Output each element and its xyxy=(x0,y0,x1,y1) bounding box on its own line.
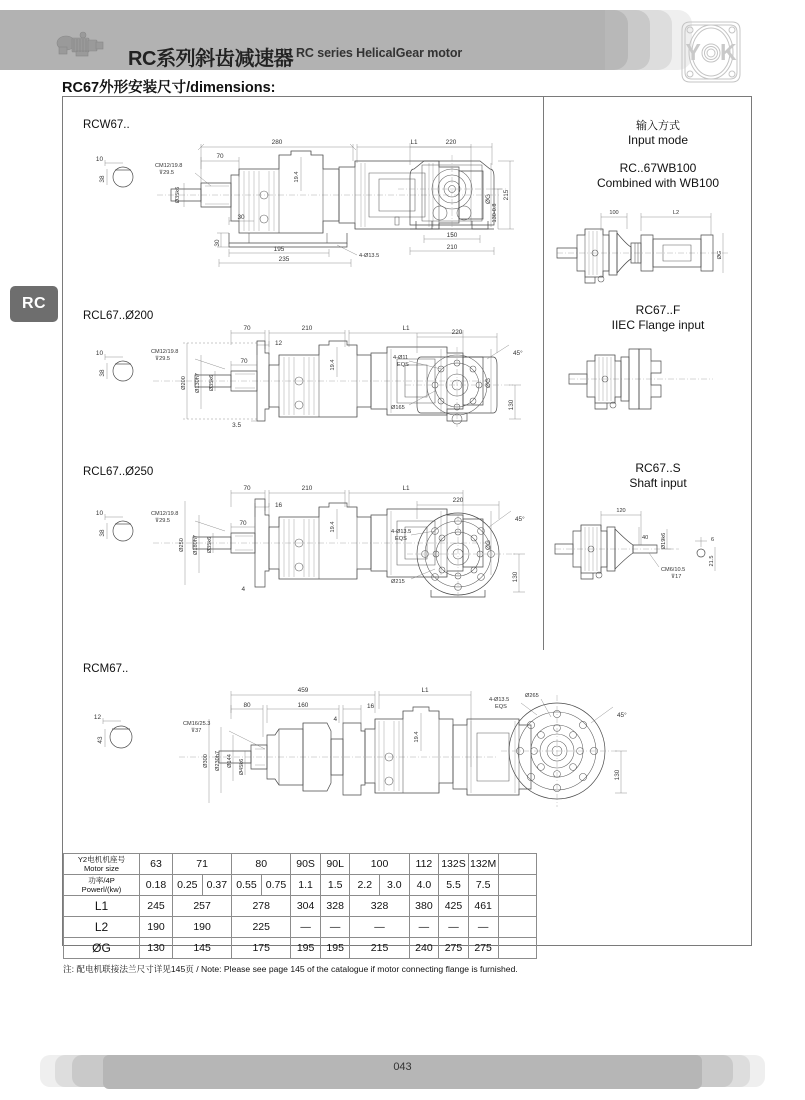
svg-text:130-0.8: 130-0.8 xyxy=(492,203,498,223)
svg-text:21.5: 21.5 xyxy=(709,555,715,567)
svg-text:4: 4 xyxy=(333,716,337,723)
row-label-l1: L1 xyxy=(64,896,140,917)
drawing-rcw67-key-detail xyxy=(93,151,153,197)
cell-g: 240 xyxy=(409,938,439,959)
svg-text:ØG: ØG xyxy=(485,378,492,388)
input-mode-heading-en: Input mode xyxy=(627,133,689,147)
cell-l2: 190 xyxy=(173,917,232,938)
cell-g: 275 xyxy=(439,938,469,959)
svg-text:ØG: ØG xyxy=(485,540,492,550)
svg-text:220: 220 xyxy=(451,329,463,336)
svg-text:4-Ø13.5: 4-Ø13.5 xyxy=(489,697,510,703)
svg-text:220: 220 xyxy=(445,139,457,146)
svg-text:19.4: 19.4 xyxy=(330,521,336,533)
svg-text:19.4: 19.4 xyxy=(414,731,420,743)
page-header xyxy=(0,10,805,70)
svg-text:12: 12 xyxy=(275,340,283,347)
svg-text:38: 38 xyxy=(99,369,106,377)
cell-g: 130 xyxy=(140,938,173,959)
cell-power: 0.18 xyxy=(140,875,173,896)
svg-text:L1: L1 xyxy=(402,485,410,492)
cell-power: 0.55 xyxy=(232,875,262,896)
cell-l2: 190 xyxy=(140,917,173,938)
cell-motor-size: 71 xyxy=(173,854,232,875)
svg-text:CM6/10.5: CM6/10.5 xyxy=(661,567,686,573)
cell-empty xyxy=(498,854,536,875)
svg-text:130: 130 xyxy=(512,571,519,583)
input-option-shaft-title-text: RC67..S xyxy=(635,461,681,475)
page-number: 043 xyxy=(393,1061,412,1073)
header-title-en: RC series HelicalGear motor xyxy=(296,46,463,60)
row-label-g: ØG xyxy=(64,938,140,959)
svg-text:CM16/25.3: CM16/25.3 xyxy=(183,721,211,727)
table-row-power xyxy=(64,875,752,896)
svg-text:Ø35k6: Ø35k6 xyxy=(209,374,215,392)
cell-empty-wide xyxy=(536,854,751,875)
svg-text:CM12/19.8: CM12/19.8 xyxy=(155,163,183,169)
svg-text:Ø130h7: Ø130h7 xyxy=(195,373,201,393)
svg-text:30: 30 xyxy=(237,214,245,221)
svg-text:40: 40 xyxy=(642,535,649,541)
drawing-label-rcm67: RCM67.. xyxy=(83,663,129,675)
svg-text:Ø180h7: Ø180h7 xyxy=(193,535,199,555)
cell-power: 2.2 xyxy=(350,875,380,896)
svg-text:150: 150 xyxy=(446,232,458,239)
cell-g: 195 xyxy=(320,938,350,959)
drawing-label-rcw67: RCW67.. xyxy=(83,119,130,131)
drawing-input-shaft xyxy=(549,501,754,593)
drawing-rcw67-end-view xyxy=(388,125,538,265)
cell-empty-wide xyxy=(536,917,751,938)
svg-text:16: 16 xyxy=(275,502,283,509)
svg-text:4-Ø13.5: 4-Ø13.5 xyxy=(359,253,380,259)
cell-motor-size: 90L xyxy=(320,854,350,875)
cell-l1: 328 xyxy=(320,896,350,917)
cell-l2: — xyxy=(320,917,350,938)
cell-l1: 425 xyxy=(439,896,469,917)
input-option-shaft-subtitle: Shaft input xyxy=(629,476,687,490)
svg-text:120: 120 xyxy=(616,508,626,514)
cell-l1: 304 xyxy=(291,896,321,917)
cell-empty xyxy=(498,938,536,959)
cell-l2: — xyxy=(439,917,469,938)
svg-text:ØG: ØG xyxy=(717,250,723,260)
cell-l1: 278 xyxy=(232,896,291,917)
cell-power: 4.0 xyxy=(409,875,439,896)
drawing-label-rcl67-250: RCL67..Ø250 xyxy=(83,466,154,478)
svg-text:EQS: EQS xyxy=(397,362,409,368)
cell-empty xyxy=(498,896,536,917)
svg-text:80: 80 xyxy=(243,702,251,709)
svg-text:30: 30 xyxy=(214,239,221,247)
input-mode-heading-cn: 输入方式 xyxy=(636,120,680,132)
row-label-l2: L2 xyxy=(64,917,140,938)
cell-power: 5.5 xyxy=(439,875,469,896)
input-option-wb100-subtitle: Combined with WB100 xyxy=(596,176,720,190)
cell-g: 275 xyxy=(468,938,498,959)
cell-l1: 328 xyxy=(350,896,409,917)
drawing-input-wb100 xyxy=(551,205,751,295)
cell-l2: — xyxy=(468,917,498,938)
cell-empty-wide xyxy=(536,896,751,917)
svg-text:3.5: 3.5 xyxy=(232,422,241,429)
svg-text:210: 210 xyxy=(301,485,313,492)
cell-power: 0.75 xyxy=(261,875,291,896)
row-label-motor-size: Y2电机机座号 Motor size xyxy=(64,854,140,875)
svg-text:Ø35k6: Ø35k6 xyxy=(175,186,181,204)
svg-text:195: 195 xyxy=(273,246,285,253)
table-row-motor-size xyxy=(64,854,752,875)
page-title: RC67外形安装尺寸/dimensions: xyxy=(62,80,276,96)
dimensions-table xyxy=(63,853,751,959)
content-panel xyxy=(62,96,752,974)
svg-text:210: 210 xyxy=(446,244,458,251)
drawing-rcl67-200-end-view xyxy=(391,319,551,439)
svg-text:12: 12 xyxy=(93,714,101,721)
svg-text:38: 38 xyxy=(99,175,106,183)
input-option-flange-title-text: RC67..F xyxy=(635,303,681,317)
cell-motor-size: 63 xyxy=(140,854,173,875)
drawing-rcm67-end-view xyxy=(479,681,659,816)
svg-text:Ø265: Ø265 xyxy=(525,693,539,699)
cell-l1: 461 xyxy=(468,896,498,917)
svg-text:Ø35k6: Ø35k6 xyxy=(207,536,213,554)
svg-text:130: 130 xyxy=(614,769,621,781)
svg-text:45°: 45° xyxy=(513,350,523,357)
table-row-l2 xyxy=(64,917,752,938)
svg-text:4: 4 xyxy=(241,586,245,593)
svg-text:4-Ø11: 4-Ø11 xyxy=(393,355,409,361)
svg-text:70: 70 xyxy=(243,325,251,332)
cell-l2: — xyxy=(291,917,321,938)
drawing-rcl67-250-key-detail xyxy=(93,505,153,551)
svg-text:⊽29.5: ⊽29.5 xyxy=(155,356,170,362)
input-mode-heading xyxy=(553,119,763,148)
cell-l1: 380 xyxy=(409,896,439,917)
svg-text:210: 210 xyxy=(301,325,313,332)
table-row-l1 xyxy=(64,896,752,917)
cell-l2: — xyxy=(350,917,409,938)
svg-text:19.4: 19.4 xyxy=(330,359,336,371)
svg-text:70: 70 xyxy=(239,520,247,527)
cell-motor-size: 112 xyxy=(409,854,439,875)
svg-text:Ø230h7: Ø230h7 xyxy=(215,751,221,771)
svg-text:Y K: Y K xyxy=(685,39,737,65)
cell-power: 0.25 xyxy=(173,875,203,896)
svg-text:⊽29.5: ⊽29.5 xyxy=(155,518,170,524)
yok-logo-icon xyxy=(672,18,750,86)
svg-text:L1: L1 xyxy=(410,139,418,146)
row-label-power: 功率/4P Powerl/(kw) xyxy=(64,875,140,896)
table-row-g xyxy=(64,938,752,959)
svg-text:70: 70 xyxy=(240,358,248,365)
input-option-wb100-title xyxy=(553,161,763,191)
svg-text:Ø144: Ø144 xyxy=(227,754,233,768)
cell-l2: 225 xyxy=(232,917,291,938)
svg-text:Ø19k6: Ø19k6 xyxy=(661,532,667,550)
svg-text:459: 459 xyxy=(297,687,309,694)
cell-empty-wide xyxy=(536,875,751,896)
svg-text:L1: L1 xyxy=(402,325,410,332)
svg-text:⊽37: ⊽37 xyxy=(191,728,202,734)
cell-g: 215 xyxy=(350,938,409,959)
svg-text:6: 6 xyxy=(711,537,715,543)
cell-empty xyxy=(498,875,536,896)
svg-text:38: 38 xyxy=(99,529,106,537)
cell-g: 145 xyxy=(173,938,232,959)
svg-text:45°: 45° xyxy=(617,712,627,719)
cell-g: 175 xyxy=(232,938,291,959)
svg-text:Ø165: Ø165 xyxy=(391,405,405,411)
svg-text:19.4: 19.4 xyxy=(294,171,300,183)
cell-l2: — xyxy=(409,917,439,938)
page-footer xyxy=(0,1053,805,1091)
svg-text:Ø45k6: Ø45k6 xyxy=(239,758,245,776)
drawing-rcl67-250-end-view xyxy=(391,487,551,612)
cell-power: 0.37 xyxy=(202,875,232,896)
svg-text:43: 43 xyxy=(97,736,104,744)
input-option-shaft-title xyxy=(553,461,763,491)
svg-text:10: 10 xyxy=(95,156,103,163)
input-option-flange-title xyxy=(553,303,763,333)
drawing-rcm67-key-detail xyxy=(89,709,149,759)
cell-motor-size: 132M xyxy=(468,854,498,875)
cell-empty xyxy=(498,917,536,938)
svg-text:215: 215 xyxy=(503,189,510,201)
svg-text:CM12/19.8: CM12/19.8 xyxy=(151,349,179,355)
svg-text:EQS: EQS xyxy=(495,704,507,710)
svg-text:Ø250: Ø250 xyxy=(179,538,185,552)
cell-g: 195 xyxy=(291,938,321,959)
cell-power: 7.5 xyxy=(468,875,498,896)
svg-text:220: 220 xyxy=(452,497,464,504)
cell-l1: 257 xyxy=(173,896,232,917)
cell-power: 3.0 xyxy=(380,875,410,896)
svg-text:⊽17: ⊽17 xyxy=(671,574,682,580)
svg-text:100: 100 xyxy=(609,210,619,216)
cell-empty-wide xyxy=(536,938,751,959)
sidebar-tab-rc[interactable] xyxy=(10,286,58,322)
svg-text:45°: 45° xyxy=(515,516,525,523)
cell-motor-size: 90S xyxy=(291,854,321,875)
svg-text:235: 235 xyxy=(278,256,290,263)
cell-motor-size: 132S xyxy=(439,854,469,875)
svg-text:160: 160 xyxy=(297,702,309,709)
cell-power: 1.1 xyxy=(291,875,321,896)
cell-motor-size: 80 xyxy=(232,854,291,875)
gear-motor-icon xyxy=(52,31,112,61)
table-note: 注: 配电机联接法兰尺寸详见145页 / Note: Please see page 145 of the catalogue if motor connecting flange is furnished. xyxy=(63,964,518,974)
svg-text:10: 10 xyxy=(95,350,103,357)
drawing-input-flange xyxy=(563,343,743,415)
svg-text:70: 70 xyxy=(216,153,224,160)
svg-text:Ø200: Ø200 xyxy=(181,376,187,390)
cell-power: 1.5 xyxy=(320,875,350,896)
header-title-cn: RC系列斜齿减速器 xyxy=(128,48,294,70)
input-option-wb100-title-text: RC..67WB100 xyxy=(619,161,697,175)
svg-text:16: 16 xyxy=(367,703,375,710)
svg-text:ØG: ØG xyxy=(485,194,492,204)
sidebar-tab-label: RC xyxy=(21,295,47,312)
drawing-rcl67-200-key-detail xyxy=(93,345,153,391)
input-option-flange-subtitle: IIEC Flange input xyxy=(611,318,705,332)
svg-text:10: 10 xyxy=(95,510,103,517)
svg-text:L2: L2 xyxy=(672,210,680,216)
svg-text:Ø215: Ø215 xyxy=(391,579,405,585)
drawing-label-rcl67-200: RCL67..Ø200 xyxy=(83,310,154,322)
svg-text:280: 280 xyxy=(271,139,283,146)
svg-text:Ø300: Ø300 xyxy=(203,754,209,768)
svg-text:130: 130 xyxy=(508,399,515,411)
cell-l1: 245 xyxy=(140,896,173,917)
svg-text:L1: L1 xyxy=(421,687,429,694)
svg-text:70: 70 xyxy=(243,485,251,492)
svg-text:4-Ø13.5: 4-Ø13.5 xyxy=(391,529,412,535)
svg-text:⊽29.5: ⊽29.5 xyxy=(159,170,174,176)
cell-motor-size: 100 xyxy=(350,854,409,875)
svg-text:CM12/19.8: CM12/19.8 xyxy=(151,511,179,517)
svg-text:EQS: EQS xyxy=(395,536,407,542)
